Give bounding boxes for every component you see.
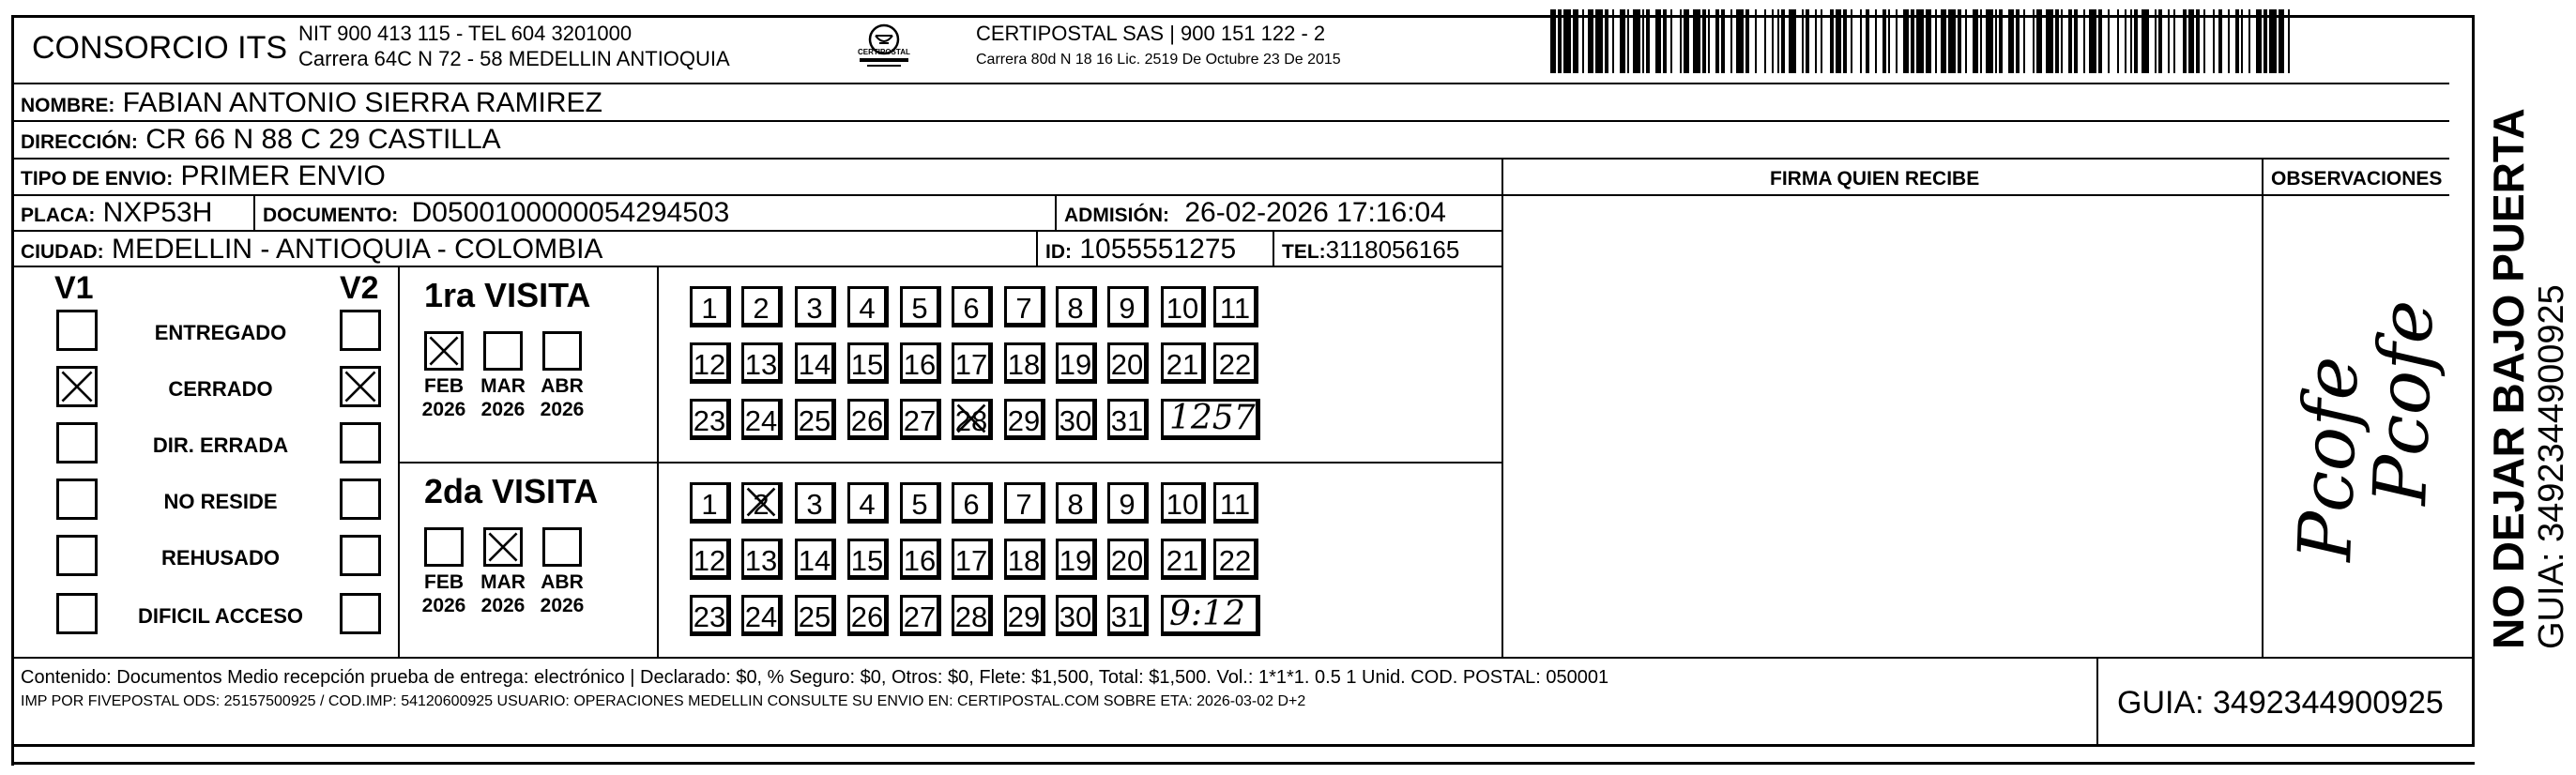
status-label: DIFICIL ACCESO (137, 604, 303, 628)
v1-checkbox[interactable] (56, 366, 98, 407)
footer-print-info: IMP POR FIVEPOSTAL ODS: 25157500925 / COD.IMP: 54120600925 USUARIO: OPERACIONES MEDELLIN CONSULTE SU ENVIO EN: CERTIPOSTAL.COM SOBRE ETA: 2026-03-02 D+2 (21, 693, 1306, 709)
day-number: 12 (693, 348, 726, 381)
slip-shadow-left (11, 747, 14, 766)
handwritten-note-1: Pcofe (2283, 355, 2375, 563)
observaciones-handwriting (2264, 206, 2472, 657)
month-checkbox[interactable] (424, 527, 464, 567)
day-number: 18 (1007, 348, 1041, 381)
day-cell[interactable] (1004, 539, 1045, 580)
day-number: 5 (911, 488, 928, 521)
day-cell[interactable] (1107, 482, 1149, 524)
v1-checkbox[interactable] (56, 422, 98, 463)
status-label: NO RESIDE (163, 490, 278, 513)
day-number: 1 (701, 488, 718, 521)
month-year: 2026 (540, 595, 585, 616)
nombre-label: NOMBRE: (21, 95, 115, 116)
day-number: 31 (1110, 600, 1144, 633)
v1-label: V1 (54, 270, 94, 306)
firma-column-left (1501, 158, 1503, 657)
day-cell[interactable] (1004, 286, 1045, 327)
day-number: 6 (963, 488, 980, 521)
day-cell[interactable] (690, 399, 731, 440)
side-column-left (2472, 99, 2474, 662)
day-number: 20 (1110, 348, 1144, 381)
day-cell[interactable] (1213, 286, 1258, 327)
day-number: 26 (850, 404, 884, 437)
month-checkbox[interactable] (542, 331, 582, 371)
direccion-label: DIRECCIÓN: (21, 131, 138, 153)
day-number: 8 (1067, 488, 1084, 521)
day-cell[interactable] (847, 399, 889, 440)
month-checkbox[interactable] (424, 331, 464, 371)
v2-checkbox[interactable] (340, 479, 381, 520)
day-cell[interactable] (1161, 286, 1206, 327)
month-label: FEB (424, 571, 464, 593)
visit-time: 9:12 (1169, 595, 1245, 633)
day-cell[interactable] (1107, 539, 1149, 580)
v1-checkbox[interactable] (56, 593, 98, 634)
day-cell[interactable] (1004, 399, 1045, 440)
day-cell[interactable] (952, 539, 993, 580)
day-number: 27 (903, 600, 937, 633)
day-cell[interactable] (900, 595, 941, 636)
day-number: 10 (1166, 292, 1199, 325)
day-cell[interactable] (952, 399, 993, 440)
recipient-address: CR 66 N 88 C 29 CASTILLA (145, 124, 501, 155)
day-number: 14 (798, 544, 831, 577)
status-label: CERRADO (168, 377, 273, 401)
day-number: 6 (963, 292, 980, 325)
ciudad-label: CIUDAD: (21, 241, 104, 263)
day-cell[interactable] (847, 342, 889, 384)
status-label: REHUSADO (161, 546, 280, 570)
carrier-address: Carrera 80d N 18 16 Lic. 2519 De Octubre 23 De 2015 (976, 52, 1341, 68)
placa-label: PLACA: (21, 205, 96, 226)
recipient-name: FABIAN ANTONIO SIERRA RAMIREZ (122, 87, 602, 118)
day-cell[interactable] (1107, 286, 1149, 327)
tel-label: TEL: (1282, 241, 1326, 263)
day-cell[interactable] (795, 482, 836, 524)
visit-time-box[interactable] (1161, 399, 1260, 440)
day-cell[interactable] (1161, 539, 1206, 580)
day-cell[interactable] (795, 539, 836, 580)
day-number: 19 (1059, 544, 1092, 577)
day-number: 16 (903, 544, 937, 577)
day-cell[interactable] (795, 342, 836, 384)
day-number: 4 (859, 488, 876, 521)
observaciones-header: OBSERVACIONES (2271, 168, 2443, 190)
day-cell[interactable] (741, 482, 783, 524)
day-number: 29 (1007, 404, 1041, 437)
handwritten-note-2: Pcofe (2358, 298, 2450, 507)
day-number: 27 (903, 404, 937, 437)
side-guia: GUIA: 3492344900925 (2532, 284, 2571, 649)
day-cell[interactable] (690, 286, 731, 327)
status-label: ENTREGADO (154, 321, 287, 344)
v1-checkbox[interactable] (56, 535, 98, 576)
day-cell[interactable] (1056, 482, 1097, 524)
v2-checkbox[interactable] (340, 310, 381, 351)
day-cell[interactable] (741, 539, 783, 580)
visit-time-box[interactable] (1161, 595, 1260, 636)
month-label: ABR (541, 571, 584, 593)
visit-title: 2da VISITA (424, 472, 599, 510)
day-cell[interactable] (1056, 342, 1097, 384)
day-number: 11 (1219, 488, 1251, 521)
day-number: 5 (911, 292, 928, 325)
day-number: 25 (798, 600, 831, 633)
day-cell[interactable] (847, 286, 889, 327)
day-number: 19 (1059, 348, 1092, 381)
visit-time: 1257 (1169, 399, 1256, 437)
day-cell[interactable] (1056, 399, 1097, 440)
month-checkbox[interactable] (542, 527, 582, 567)
day-number: 1 (701, 292, 718, 325)
day-number: 26 (850, 600, 884, 633)
day-cross-mark (744, 485, 778, 519)
day-number: 7 (1015, 488, 1032, 521)
day-number: 28 (954, 404, 988, 437)
day-number: 17 (954, 348, 988, 381)
footer-guia: GUIA: 3492344900925 (2117, 685, 2444, 721)
day-number: 28 (954, 600, 988, 633)
day-cell[interactable] (1107, 595, 1149, 636)
v2-checkbox[interactable] (340, 422, 381, 463)
day-cell[interactable] (900, 286, 941, 327)
header-divider (11, 83, 2449, 84)
document-number: D0500100000054294503 (411, 197, 730, 228)
v2-checkbox[interactable] (340, 535, 381, 576)
day-cell[interactable] (952, 342, 993, 384)
day-cell[interactable] (1213, 482, 1258, 524)
day-number: 21 (1166, 544, 1199, 577)
day-number: 22 (1218, 544, 1252, 577)
day-cell[interactable] (1161, 342, 1206, 384)
shipment-type: PRIMER ENVIO (180, 160, 386, 191)
day-number: 15 (850, 544, 884, 577)
day-number: 23 (693, 404, 726, 437)
v1-checkbox[interactable] (56, 479, 98, 520)
day-cell[interactable] (690, 482, 731, 524)
day-cell[interactable] (1213, 342, 1258, 384)
documento-label: DOCUMENTO: (263, 205, 399, 226)
barcode (1547, 9, 2299, 73)
day-cell[interactable] (847, 482, 889, 524)
day-number: 3 (806, 292, 823, 325)
day-cell[interactable] (847, 539, 889, 580)
day-cell[interactable] (900, 342, 941, 384)
day-number: 4 (859, 292, 876, 325)
city: MEDELLIN - ANTIOQUIA - COLOMBIA (112, 234, 603, 265)
visit-separator (398, 462, 1503, 463)
id-label: ID: (1045, 241, 1072, 263)
month-year: 2026 (421, 399, 466, 420)
day-number: 22 (1218, 348, 1252, 381)
month-label: ABR (541, 375, 584, 397)
v2-label: V2 (340, 270, 379, 306)
day-number: 31 (1110, 404, 1144, 437)
day-number: 7 (1015, 292, 1032, 325)
day-cell[interactable] (1213, 539, 1258, 580)
v2-checkbox[interactable] (340, 366, 381, 407)
month-checkbox[interactable] (483, 527, 523, 567)
day-number: 2 (753, 488, 770, 521)
recipient-id: 1055551275 (1079, 234, 1237, 265)
month-checkbox[interactable] (483, 331, 523, 371)
day-cell[interactable] (1161, 482, 1206, 524)
day-cell[interactable] (1107, 342, 1149, 384)
day-cell[interactable] (741, 286, 783, 327)
carrier-name: CERTIPOSTAL SAS | 900 151 122 - 2 (976, 22, 1326, 45)
day-cell[interactable] (690, 595, 731, 636)
day-cell[interactable] (690, 539, 731, 580)
day-number: 14 (798, 348, 831, 381)
plate-number: NXP53H (102, 197, 213, 228)
day-cell[interactable] (1056, 539, 1097, 580)
day-number: 15 (850, 348, 884, 381)
day-number: 9 (1119, 488, 1136, 521)
company-address: Carrera 64C N 72 - 58 MEDELLIN ANTIOQUIA (298, 47, 730, 70)
v1-checkbox[interactable] (56, 310, 98, 351)
day-cell[interactable] (952, 595, 993, 636)
day-cell[interactable] (1004, 342, 1045, 384)
day-number: 23 (693, 600, 726, 633)
status-label: DIR. ERRADA (152, 433, 289, 457)
month-label: MAR (480, 375, 526, 397)
carrier-logo-text: CERTIPOSTAL (858, 49, 910, 56)
month-year: 2026 (540, 399, 585, 420)
company-nit: NIT 900 413 115 - TEL 604 3201000 (298, 22, 633, 45)
day-number: 30 (1059, 600, 1092, 633)
day-cell[interactable] (900, 539, 941, 580)
day-cell[interactable] (795, 399, 836, 440)
month-year: 2026 (480, 595, 526, 616)
day-number: 24 (744, 600, 778, 633)
day-cell[interactable] (1004, 595, 1045, 636)
day-number: 13 (744, 544, 778, 577)
side-warning: NO DEJAR BAJO PUERTA (2484, 108, 2533, 649)
day-cross-mark (954, 402, 988, 435)
day-cell[interactable] (741, 342, 783, 384)
day-cell[interactable] (952, 286, 993, 327)
footer-divider (11, 657, 2475, 659)
phone-number: 3118056165 (1325, 236, 1460, 264)
company-name: CONSORCIO ITS (32, 30, 288, 66)
day-cell[interactable] (741, 399, 783, 440)
day-cell[interactable] (741, 595, 783, 636)
v2-checkbox[interactable] (340, 593, 381, 634)
day-cell[interactable] (900, 482, 941, 524)
day-number: 30 (1059, 404, 1092, 437)
day-number: 9 (1119, 292, 1136, 325)
day-number: 8 (1067, 292, 1084, 325)
day-cell[interactable] (847, 595, 889, 636)
day-number: 29 (1007, 600, 1041, 633)
month-year: 2026 (480, 399, 526, 420)
firma-header: FIRMA QUIEN RECIBE (1770, 168, 1980, 190)
day-cell[interactable] (795, 286, 836, 327)
day-number: 18 (1007, 544, 1041, 577)
tipo-envio-label: TIPO DE ENVIO: (21, 168, 174, 190)
day-cell[interactable] (1107, 399, 1149, 440)
day-number: 24 (744, 404, 778, 437)
day-number: 11 (1219, 292, 1251, 325)
day-number: 16 (903, 348, 937, 381)
day-number: 10 (1166, 488, 1199, 521)
day-number: 12 (693, 544, 726, 577)
day-cell[interactable] (1056, 286, 1097, 327)
day-cell[interactable] (952, 482, 993, 524)
day-number: 21 (1166, 348, 1199, 381)
slip-shadow-edge (11, 762, 2475, 765)
day-number: 25 (798, 404, 831, 437)
month-label: FEB (424, 375, 464, 397)
day-number: 17 (954, 544, 988, 577)
day-cell[interactable] (690, 342, 731, 384)
admission-datetime: 26-02-2026 17:16:04 (1184, 197, 1446, 228)
day-cell[interactable] (1056, 595, 1097, 636)
day-cell[interactable] (1004, 482, 1045, 524)
footer-content: Contenido: Documentos Medio recepción prueba de entrega: electrónico | Declarado: $0, % Seguro: $0, Otros: $0, Flete: $1,500, Total: $1,500. Vol.: 1*1*1. 0.5 1 Unid. COD. POSTAL: 050001 (21, 667, 1609, 688)
day-number: 2 (753, 292, 770, 325)
month-year: 2026 (421, 595, 466, 616)
day-number: 20 (1110, 544, 1144, 577)
admision-label: ADMISIÓN: (1064, 205, 1169, 226)
day-cell[interactable] (900, 399, 941, 440)
day-number: 3 (806, 488, 823, 521)
day-cell[interactable] (795, 595, 836, 636)
day-number: 13 (744, 348, 778, 381)
visit-title: 1ra VISITA (424, 276, 591, 314)
carrier-logo (856, 23, 912, 71)
month-label: MAR (480, 571, 526, 593)
